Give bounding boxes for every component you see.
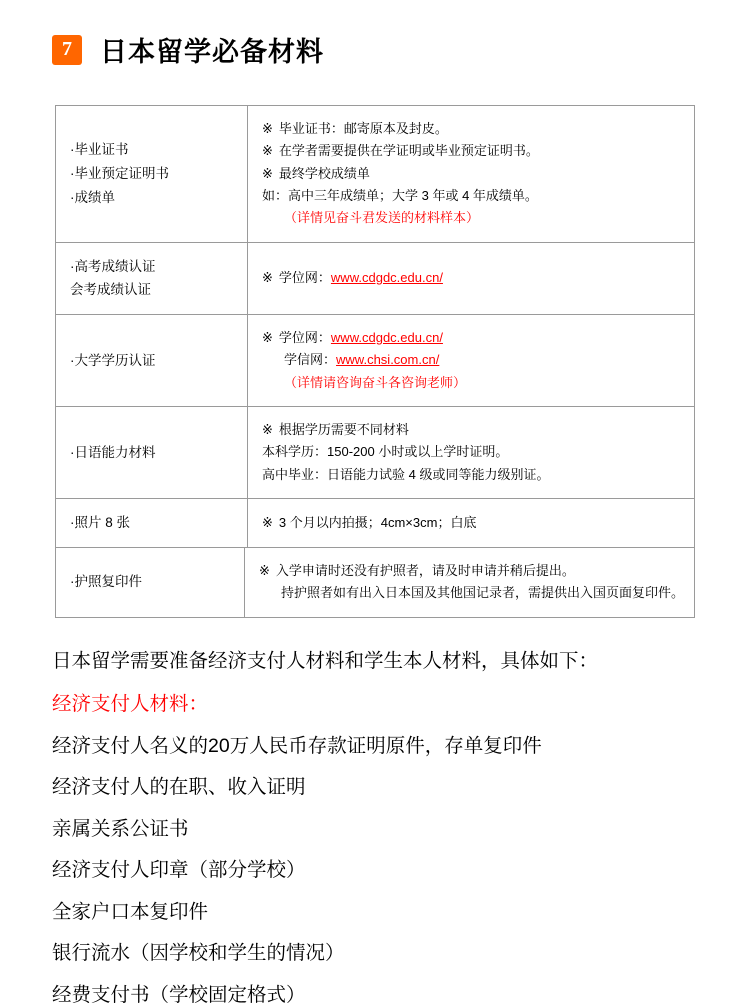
materials-table [55, 105, 695, 618]
detail-text: 学位网： [278, 270, 331, 286]
table-cell-item [56, 315, 248, 406]
table-row [56, 548, 694, 617]
item-line: ·护照复印件 [70, 574, 142, 590]
bullet-mark-icon: ※ [262, 165, 273, 181]
section-subtitle: 经济支付人材料： [52, 693, 209, 716]
bullet-mark-icon: ※ [262, 422, 273, 438]
detail-text: 在学者需要提供在学证明或毕业预定证明书。 [278, 143, 539, 159]
detail-line [262, 207, 684, 229]
bullet-mark-icon: ※ [258, 562, 270, 578]
section-number-badge: 7 [52, 35, 82, 65]
detail-text: （详情请咨询奋斗各咨询老师） [284, 374, 467, 390]
detail-line [262, 118, 684, 140]
detail-text: 学位网： [278, 330, 331, 346]
item-line: ·日语能力材料 [70, 444, 156, 460]
table-cell-detail [245, 548, 694, 617]
detail-text: 高中毕业：日语能力试验 4 级或同等能力级别证。 [262, 466, 550, 482]
detail-line [262, 327, 684, 349]
table-row [56, 106, 694, 243]
table-cell-item [56, 243, 248, 314]
detail-line [262, 140, 684, 162]
detail-text: 3 个月以内拍摄；4cm×3cm；白底 [278, 514, 477, 530]
table-cell-item [56, 548, 245, 617]
table-cell-detail [248, 499, 694, 547]
body-text-block [52, 649, 712, 1006]
table-cell-item [56, 407, 248, 498]
page-header [0, 0, 750, 69]
table-row [56, 243, 694, 315]
detail-line [262, 349, 684, 371]
detail-text: 本科学历：150-200 小时或以上学时证明。 [262, 444, 509, 460]
bullet-mark-icon: ※ [262, 143, 273, 159]
paragraph: 日本留学需要准备经济支付人材料和学生本人材料，具体如下： [52, 649, 599, 672]
detail-line [262, 185, 684, 207]
table-row [56, 315, 694, 407]
item-line: ·毕业预定证明书 [70, 166, 169, 182]
external-link[interactable]: www.chsi.com.cn/ [336, 352, 440, 368]
paragraph: 经济支付人印章（部分学校） [52, 859, 306, 882]
detail-line [262, 372, 684, 394]
paragraph: 全家户口本复印件 [52, 900, 209, 923]
table-cell-detail [248, 243, 694, 314]
detail-line [262, 267, 684, 289]
bullet-mark-icon: ※ [262, 330, 273, 346]
table-cell-detail [248, 106, 694, 242]
item-line: ·成绩单 [70, 189, 115, 205]
detail-line [259, 560, 684, 582]
detail-text: 根据学历需要不同材料 [278, 422, 409, 438]
detail-line [262, 441, 684, 463]
detail-text: 学信网： [284, 352, 337, 368]
detail-text: 毕业证书：邮寄原本及封皮。 [278, 121, 448, 136]
table-cell-detail [248, 315, 694, 406]
paragraph: 经费支付书（学校固定格式） [52, 983, 306, 1006]
paragraph: 经济支付人名义的20万人民币存款证明原件，存单复印件 [52, 734, 542, 757]
table-row [56, 499, 694, 548]
bullet-mark-icon: ※ [262, 514, 273, 530]
detail-text: 持护照者如有出入日本国及其他国记录者，需提供出入国页面复印件。 [280, 585, 684, 601]
table-cell-item [56, 499, 248, 547]
detail-line [262, 512, 684, 534]
item-line: 会考成绩认证 [70, 282, 151, 298]
table-row [56, 407, 694, 499]
detail-text: 如：高中三年成绩单；大学 3 年或 4 年成绩单。 [262, 188, 538, 204]
page-title: 日本留学必备材料 [100, 37, 324, 67]
paragraph: 亲属关系公证书 [52, 817, 189, 840]
item-line: ·高考成绩认证 [70, 258, 156, 274]
detail-line [259, 582, 684, 604]
external-link[interactable]: www.cdgdc.edu.cn/ [330, 330, 443, 346]
paragraph: 银行流水（因学校和学生的情况） [52, 942, 345, 965]
table-cell-item [56, 106, 248, 242]
external-link[interactable]: www.cdgdc.edu.cn/ [330, 270, 443, 286]
item-line: ·照片 8 张 [70, 515, 131, 531]
item-line: ·毕业证书 [70, 142, 129, 158]
bullet-mark-icon: ※ [262, 121, 273, 136]
table-cell-detail [248, 407, 694, 498]
detail-line [262, 464, 684, 486]
paragraph: 经济支付人的在职、收入证明 [52, 776, 306, 799]
detail-text: 最终学校成绩单 [278, 165, 370, 181]
detail-text: 入学申请时还没有护照者，请及时申请并稍后提出。 [275, 562, 575, 578]
detail-line [262, 163, 684, 185]
item-line: ·大学学历认证 [70, 352, 156, 368]
detail-text: （详情见奋斗君发送的材料样本） [284, 210, 480, 226]
bullet-mark-icon: ※ [262, 270, 273, 286]
detail-line [262, 419, 684, 441]
